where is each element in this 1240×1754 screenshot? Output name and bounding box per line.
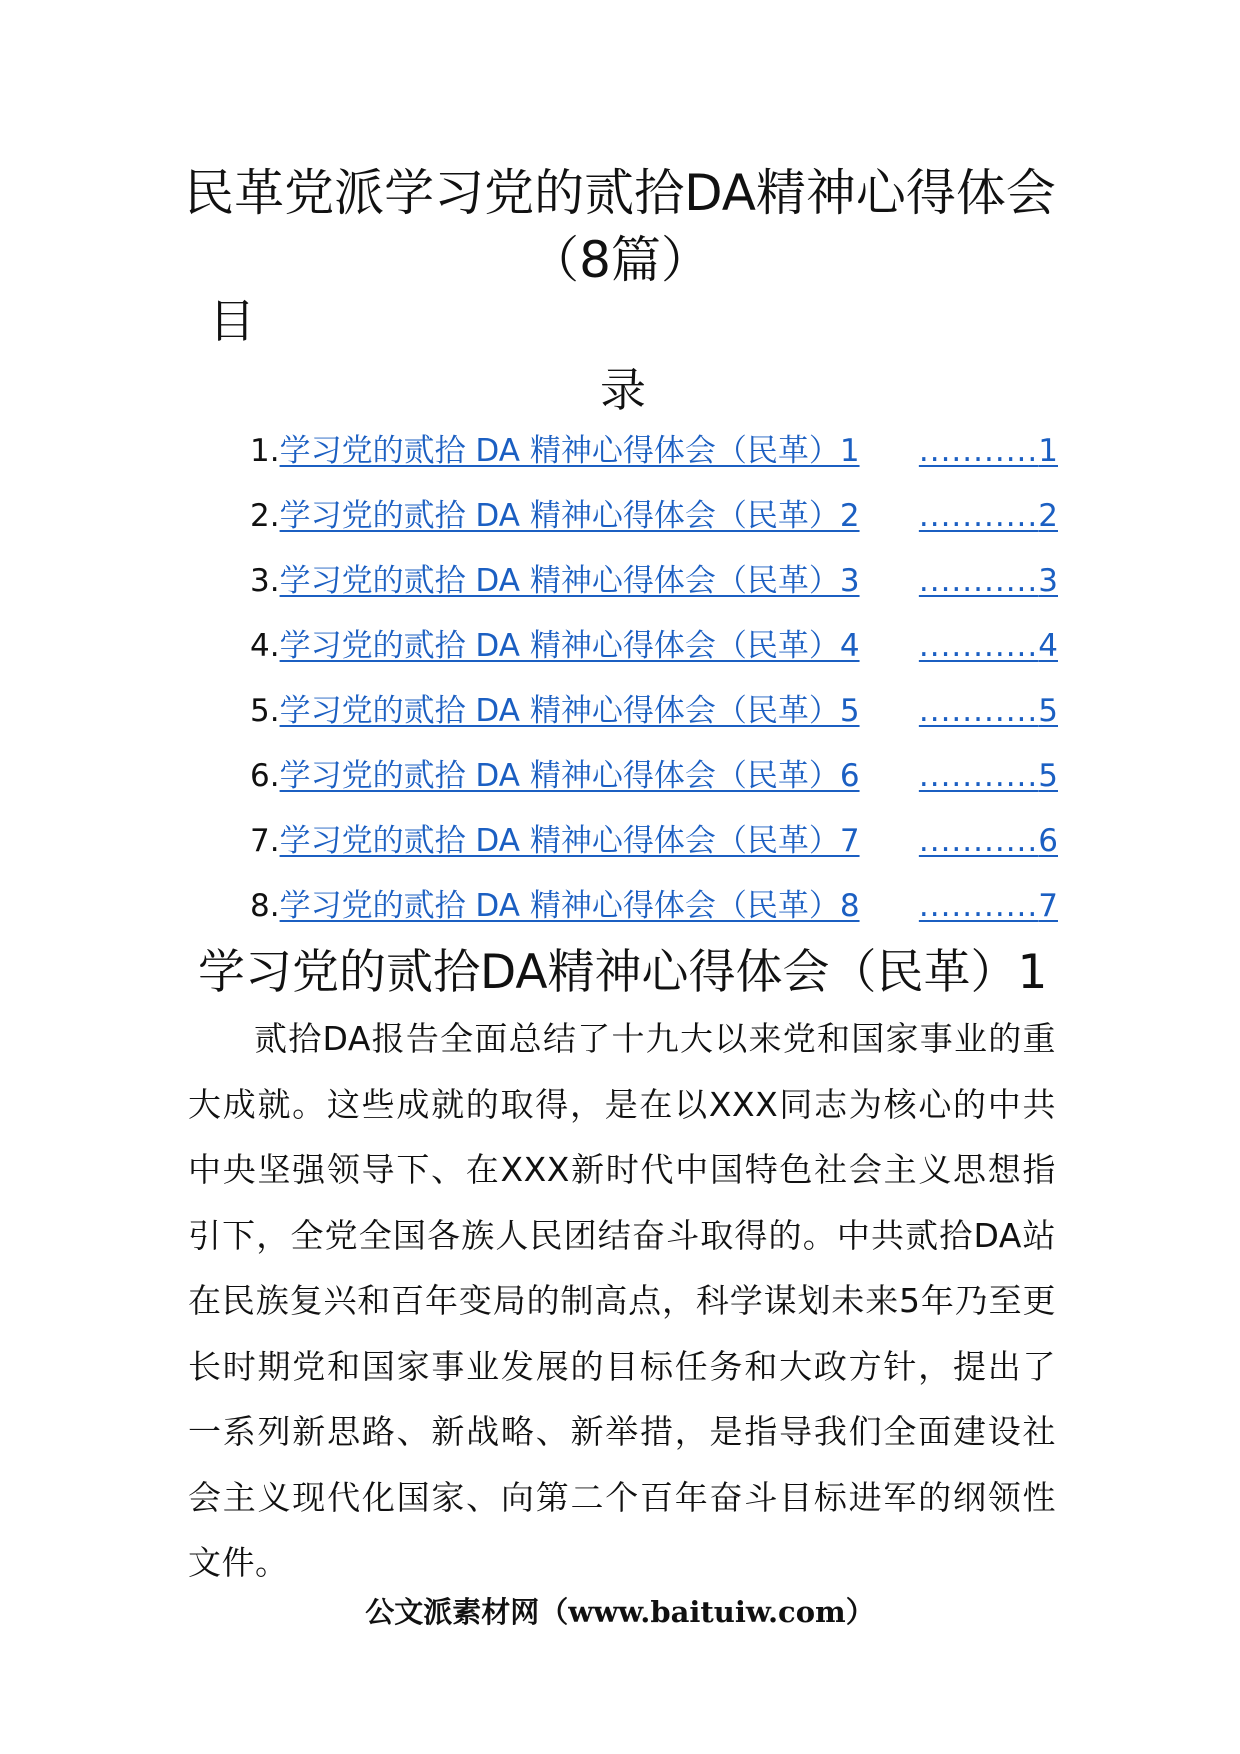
- toc-link-text: 学习党的贰拾 DA 精神心得体会（民革）3: [279, 563, 860, 599]
- toc-leader-dots: ...........: [918, 693, 1039, 729]
- toc-page-number: 6: [1038, 823, 1058, 859]
- toc-leader-dots: ...........: [918, 758, 1039, 794]
- toc-label-char1: 目: [209, 294, 255, 348]
- toc-item-number: 5.: [250, 693, 280, 729]
- toc-link-4[interactable]: [280, 623, 1058, 688]
- toc-page-number: 4: [1038, 628, 1058, 664]
- toc-leader-dots: ...........: [918, 823, 1039, 859]
- toc-page-number: 3: [1038, 563, 1058, 599]
- toc-item-number: 1.: [250, 433, 280, 469]
- toc-page-number: 7: [1038, 888, 1058, 924]
- toc-link-text: 学习党的贰拾 DA 精神心得体会（民革）7: [279, 823, 860, 859]
- table-of-contents: [250, 428, 1058, 948]
- toc-leader-dots: ...........: [918, 563, 1039, 599]
- toc-item-number: 3.: [250, 563, 280, 599]
- toc-link-text: 学习党的贰拾 DA 精神心得体会（民革）4: [279, 628, 860, 664]
- toc-page-number: 5: [1038, 758, 1058, 794]
- toc-leader-dots: ...........: [918, 888, 1039, 924]
- toc-item: [250, 558, 1058, 623]
- toc-link-3[interactable]: [280, 558, 1058, 623]
- document-title-line1: 民革党派学习党的贰拾DA精神心得体会: [184, 164, 1056, 222]
- toc-link-text: 学习党的贰拾 DA 精神心得体会（民革）2: [279, 498, 860, 534]
- toc-link-7[interactable]: [280, 818, 1058, 883]
- toc-page-number: 1: [1038, 433, 1058, 469]
- section-heading: 学习党的贰拾DA精神心得体会（民革）1: [198, 945, 1048, 1000]
- toc-link-1[interactable]: [280, 428, 1058, 493]
- body-paragraph: 贰拾DA报告全面总结了十九大以来党和国家事业的重大成就。这些成就的取得，是在以XXX同志为核心的中共中央坚强领导下、在XXX新时代中国特色社会主义思想指引下，全党全国各族人民团结奋斗取得的。中共贰拾DA站在民族复兴和百年变局的制高点，科学谋划未来5年乃至更长时期党和国家事业发展的目标任务和大政方针，提出了一系列新思路、新战略、新举措，是指导我们全面建设社会主义现代化国家、向第二个百年奋斗目标进军的纲领性文件。: [188, 1019, 1056, 1582]
- footer-watermark: 公文派素材网（www.baituiw.com）: [365, 1595, 875, 1629]
- document-title-line2: （8篇）: [529, 231, 711, 289]
- toc-link-2[interactable]: [280, 493, 1058, 558]
- toc-leader-dots: ...........: [918, 433, 1039, 469]
- toc-link-text: 学习党的贰拾 DA 精神心得体会（民革）5: [279, 693, 860, 729]
- toc-item-number: 8.: [250, 888, 280, 924]
- toc-link-text: 学习党的贰拾 DA 精神心得体会（民革）6: [279, 758, 860, 794]
- toc-link-8[interactable]: [280, 883, 1058, 948]
- toc-page-number: 5: [1038, 693, 1058, 729]
- toc-item-number: 6.: [250, 758, 280, 794]
- toc-item: [250, 493, 1058, 558]
- toc-item: [250, 623, 1058, 688]
- toc-item: [250, 688, 1058, 753]
- toc-item-number: 7.: [250, 823, 280, 859]
- toc-leader-dots: ...........: [918, 498, 1039, 534]
- toc-link-text: 学习党的贰拾 DA 精神心得体会（民革）8: [279, 888, 860, 924]
- toc-item-number: 4.: [250, 628, 280, 664]
- toc-item-number: 2.: [250, 498, 280, 534]
- toc-link-6[interactable]: [280, 753, 1058, 818]
- toc-link-5[interactable]: [280, 688, 1058, 753]
- toc-page-number: 2: [1038, 498, 1058, 534]
- toc-leader-dots: ...........: [918, 628, 1039, 664]
- toc-item: [250, 753, 1058, 818]
- toc-item: [250, 883, 1058, 948]
- toc-label-char2: 录: [600, 363, 646, 417]
- toc-item: [250, 428, 1058, 493]
- toc-item: [250, 818, 1058, 883]
- toc-link-text: 学习党的贰拾 DA 精神心得体会（民革）1: [279, 433, 860, 469]
